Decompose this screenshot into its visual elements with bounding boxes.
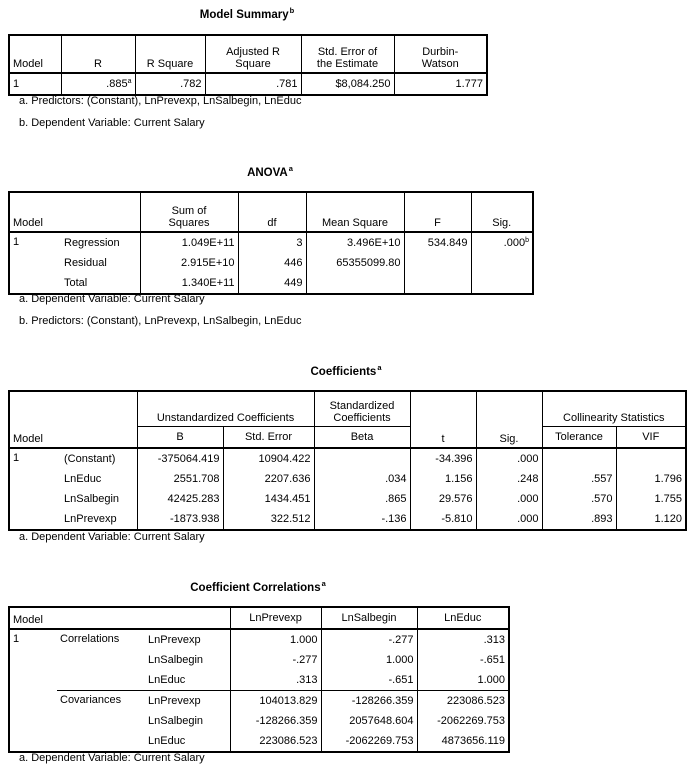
table-row [9, 73, 487, 95]
coef-model: 1 [9, 448, 61, 530]
cc-var: LnPrevexp [148, 634, 201, 646]
coef-vif: 1.120 [616, 509, 686, 530]
coef-se: 2207.636 [223, 469, 314, 489]
anova-f: 534.849 [404, 232, 471, 253]
ms-r [61, 73, 135, 95]
ms-header-r: R [61, 35, 135, 73]
anova-title [8, 164, 532, 179]
coef-tol: .570 [542, 489, 616, 509]
cc-var: LnEduc [145, 670, 230, 691]
anova-footnote-b: b. Predictors: (Constant), LnPrevexp, LnSalbegin, LnEduc [19, 315, 302, 327]
coef-correlations-title-text: Coefficient Correlations [190, 582, 321, 594]
table-row [9, 232, 533, 253]
anova-ss: 2.915E+10 [140, 253, 238, 273]
coef-correlations-title [8, 579, 508, 594]
coef-sig: .000 [476, 448, 542, 469]
coef-t: 1.156 [410, 469, 476, 489]
coef-b: -375064.419 [137, 448, 223, 469]
coef-tol: .893 [542, 509, 616, 530]
cc-var: LnSalbegin [148, 654, 204, 666]
anova-sig-value: .000 [503, 237, 526, 249]
coef-tol [542, 448, 616, 469]
anova-header-sig: Sig. [471, 192, 533, 232]
table-row [9, 253, 533, 273]
ms-footnote-a: a. Predictors: (Constant), LnPrevexp, LnSalbegin, LnEduc [19, 95, 302, 107]
cc-header-lneduc: LnEduc [417, 607, 509, 629]
coef-correlations-title-sup: a [321, 579, 326, 588]
table-row [9, 691, 509, 712]
cc-v3: 4873656.119 [417, 731, 509, 752]
ms-adj-r-square: .781 [205, 73, 301, 95]
anova-row-label: Total [61, 273, 140, 294]
ms-header-durbin-watson: Durbin- Watson [394, 35, 487, 73]
cc-v2: 2057648.604 [321, 711, 417, 731]
coefficients-table [8, 390, 692, 531]
anova-ss: 1.049E+11 [140, 232, 238, 253]
coef-header-t: t [410, 391, 476, 448]
table-row [9, 273, 533, 294]
anova-sig [471, 273, 533, 294]
coef-header-sig: Sig. [476, 391, 542, 448]
coef-row-label: LnPrevexp [61, 509, 137, 530]
coef-beta [314, 448, 410, 469]
cc-var: LnEduc [145, 731, 230, 752]
anova-footnote-a: a. Dependent Variable: Current Salary [19, 293, 205, 305]
anova-header-f: F [404, 192, 471, 232]
ms-header-r-square: R Square [135, 35, 205, 73]
anova-ms: 3.496E+10 [306, 232, 404, 253]
cc-v2: -.651 [321, 670, 417, 691]
coef-row-label: LnSalbegin [64, 493, 120, 505]
anova-header-df: df [238, 192, 306, 232]
coef-vif [616, 448, 686, 469]
coef-vif: 1.796 [616, 469, 686, 489]
cc-v3: -2062269.753 [417, 711, 509, 731]
anova-header-ss: Sum of Squares [140, 192, 238, 232]
coef-se: 1434.451 [223, 489, 314, 509]
anova-header-ms: Mean Square [306, 192, 404, 232]
ms-r-sup: a [127, 78, 132, 85]
cc-v3: .313 [417, 629, 509, 650]
anova-sig [471, 253, 533, 273]
cc-v1: 223086.523 [230, 731, 321, 752]
ms-r-square: .782 [135, 73, 205, 95]
anova-df: 449 [238, 273, 306, 294]
coef-header-beta: Beta [314, 427, 410, 449]
coef-beta: -.136 [314, 509, 410, 530]
cc-v1: -.277 [230, 650, 321, 670]
anova-ms [306, 273, 404, 294]
coef-row-label: LnEduc [64, 473, 102, 485]
model-summary-table [8, 34, 488, 96]
coef-correlations-table [8, 606, 510, 753]
anova-f [404, 253, 471, 273]
coef-header-b: B [137, 427, 223, 449]
anova-df: 3 [238, 232, 306, 253]
cc-header-lnprevexp: LnPrevexp [230, 607, 321, 629]
ms-r-value: .885 [106, 78, 128, 90]
cc-v2: -128266.359 [321, 691, 417, 712]
coef-sig: .000 [476, 489, 542, 509]
cc-header-model: Model [9, 607, 230, 629]
coefficients-title [8, 363, 684, 378]
coef-footnote-a: a. Dependent Variable: Current Salary [19, 531, 205, 543]
coef-se: 322.512 [223, 509, 314, 530]
cc-group-label: Covariances [57, 691, 145, 753]
cc-v2: 1.000 [321, 650, 417, 670]
anova-sig-sup: b [525, 237, 529, 244]
coef-t: 29.576 [410, 489, 476, 509]
cc-v1: -128266.359 [230, 711, 321, 731]
model-summary-title [8, 6, 486, 21]
coef-vif: 1.755 [616, 489, 686, 509]
ms-footnote-b: b. Dependent Variable: Current Salary [19, 117, 205, 129]
cc-v1: 1.000 [230, 629, 321, 650]
cc-v1: .313 [230, 670, 321, 691]
coef-row-label: (Constant) [64, 453, 116, 465]
cc-header-lnsalbegin: LnSalbegin [321, 607, 417, 629]
anova-df: 446 [238, 253, 306, 273]
coef-b: -1873.938 [137, 509, 223, 530]
coef-header-unstd: Unstandardized Coefficients [137, 391, 314, 427]
cc-var: LnSalbegin [148, 715, 204, 727]
ms-model: 1 [9, 73, 61, 95]
cc-v3: 223086.523 [417, 691, 509, 712]
model-summary-title-sup: b [289, 6, 295, 15]
coef-b: 2551.708 [137, 469, 223, 489]
coef-se: 10904.422 [223, 448, 314, 469]
anova-row-label: Residual [64, 257, 107, 269]
coef-b: 42425.283 [137, 489, 223, 509]
table-row [9, 448, 692, 469]
anova-header-model: Model [9, 192, 140, 232]
ms-header-adj-r-square: Adjusted R Square [205, 35, 301, 73]
coefficients-title-text: Coefficients [310, 366, 377, 378]
coef-tol: .557 [542, 469, 616, 489]
coefficients-title-sup: a [377, 363, 382, 372]
coef-beta: .865 [314, 489, 410, 509]
ms-std-error: $8,084.250 [301, 73, 394, 95]
coef-header-std-error: Std. Error [223, 427, 314, 449]
coef-beta: .034 [314, 469, 410, 489]
ms-header-model: Model [9, 35, 61, 73]
ms-header-std-error: Std. Error of the Estimate [301, 35, 394, 73]
cc-footnote-a: a. Dependent Variable: Current Salary [19, 752, 205, 764]
coef-t: -5.810 [410, 509, 476, 530]
coef-t: -34.396 [410, 448, 476, 469]
table-row [9, 489, 692, 509]
ms-durbin-watson: 1.777 [394, 73, 487, 95]
coef-header-vif: VIF [616, 427, 686, 449]
table-row [9, 509, 692, 530]
coef-sig: .000 [476, 509, 542, 530]
anova-model: 1 [9, 232, 61, 294]
anova-table [8, 191, 534, 295]
coef-sig: .248 [476, 469, 542, 489]
cc-v2: -.277 [321, 629, 417, 650]
coef-header-tolerance: Tolerance [542, 427, 616, 449]
cc-v3: 1.000 [417, 670, 509, 691]
cc-v1: 104013.829 [230, 691, 321, 712]
anova-ss: 1.340E+11 [140, 273, 238, 294]
cc-v2: -2062269.753 [321, 731, 417, 752]
anova-sig [471, 232, 533, 253]
anova-title-sup: a [288, 164, 293, 173]
anova-row-label: Regression [64, 237, 120, 249]
cc-model: 1 [9, 629, 57, 752]
anova-title-text: ANOVA [247, 167, 288, 179]
coef-header-model: Model [9, 391, 137, 448]
cc-v3: -.651 [417, 650, 509, 670]
model-summary-title-text: Model Summary [199, 9, 289, 21]
cc-var: LnPrevexp [148, 695, 201, 707]
table-row [9, 629, 509, 650]
anova-f [404, 273, 471, 294]
coef-header-colin: Collinearity Statistics [542, 391, 686, 427]
table-row [9, 469, 692, 489]
anova-ms: 65355099.80 [306, 253, 404, 273]
cc-group-label: Correlations [57, 629, 145, 691]
coef-header-std: Standardized Coefficients [314, 391, 410, 427]
